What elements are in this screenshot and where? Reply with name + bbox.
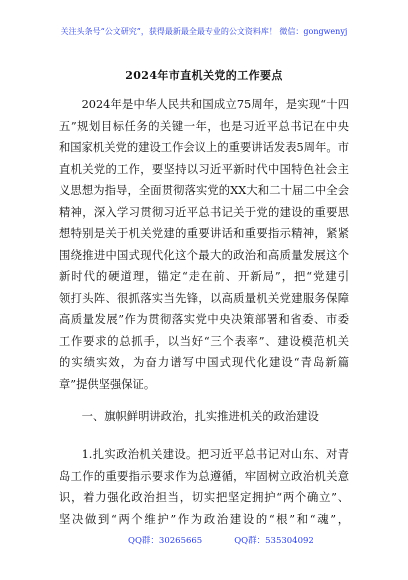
section-heading-1 <box>59 406 349 428</box>
body-text-line: 和国家机关党的建设工作会议上的重要讲话发表5周年。市 <box>59 141 349 154</box>
qq-group-2-text: QQ群：535304092 <box>234 536 314 546</box>
body-text-line: 坚决做到“两个维护”作为政治建设的“根”和“魂”， <box>59 512 349 526</box>
section-heading-text: 一、旗帜鲜明讲政治，扎实推进机关的政治建设 <box>81 410 319 423</box>
body-text-line: 工作要求的总抓手，以当好“三个表率”、建设模范机关 <box>59 334 349 348</box>
body-text-line: 岛工作的重要指示要求作为总遵循，牢固树立政治机关意 <box>59 469 349 483</box>
body-text-line: 章”提供坚强保证。 <box>59 377 156 391</box>
body-text-line: 五”规划目标任务的关键一年，也是习近平总书记在中央 <box>59 119 349 133</box>
body-text-line: 2024年是中华人民共和国成立75周年，是实现“十四 <box>81 98 349 111</box>
qq-group-1-text: QQ群：30265665 <box>128 536 203 546</box>
body-text-line: 新时代的硬道理，锚定“走在前、开新局”，把“党建引 <box>59 270 349 283</box>
body-text-line: 1.扎实政治机关建设。把习近平总书记对山东、对青 <box>81 448 349 461</box>
section-1-item-1-paragraph <box>59 444 349 530</box>
body-text-line: 直机关党的工作，要坚持以习近平新时代中国特色社会主 <box>59 162 349 176</box>
document-title: 2024年市直机关党的工作要点 <box>125 69 283 82</box>
body-text-line: 精神，深入学习贯彻习近平总书记关于党的建设的重要思 <box>59 205 349 219</box>
body-text-line: 义思想为指导，全面贯彻落实党的XX大和二十届二中全会 <box>59 184 349 197</box>
body-text-line: 想特别是关于机关党建的重要讲话和重要指示精神，紧紧 <box>59 227 349 240</box>
body-text-line: 领打头阵、很抓落实当先锋，以高质量机关党建服务保障 <box>59 291 349 305</box>
footer-qq-groups <box>128 534 314 548</box>
header-promo-note: 关注头条号“公文研究”，获得最新最全最专业的公文资料库！ 微信：gongwenyj <box>60 27 348 36</box>
body-text-line: 围绕推进中国式现代化这个最大的政治和高质量发展这个 <box>59 248 349 262</box>
body-text-line: 的实绩实效，为奋力谱写中国式现代化建设“青岛新篇 <box>59 356 349 369</box>
body-text-line: 高质量发展”作为贯彻落实党中央决策部署和省委、市委 <box>59 313 349 326</box>
intro-paragraph <box>59 94 349 395</box>
body-text-line: 识，着力强化政治担当，切实把坚定拥护“两个确立”、 <box>59 491 349 504</box>
